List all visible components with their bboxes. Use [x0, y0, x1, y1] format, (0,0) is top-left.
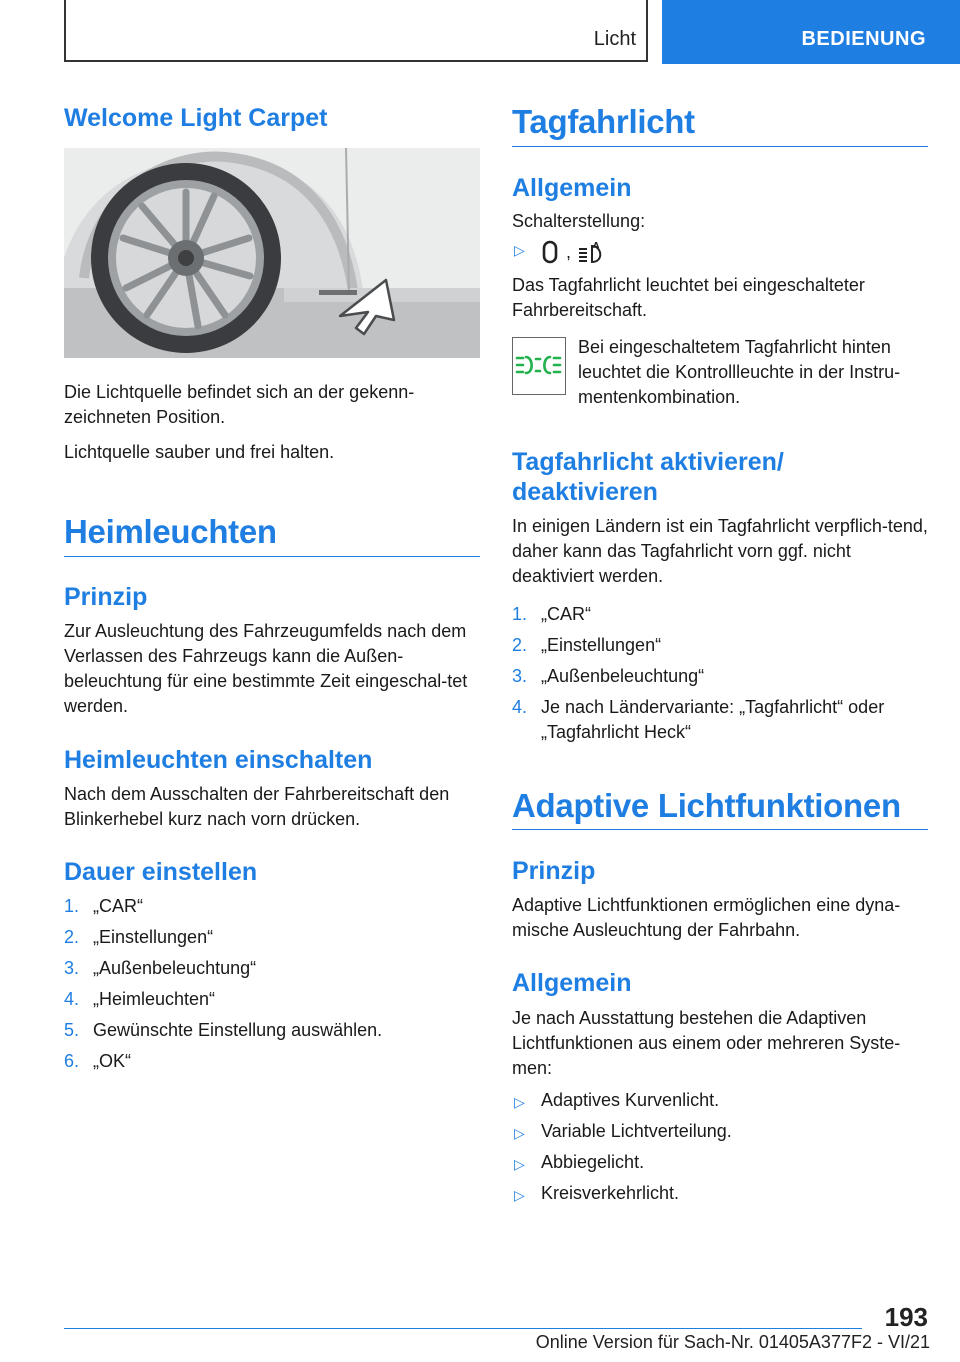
prinzip-2-text: Adaptive Lichtfunktionen ermöglichen eine dyna-mische Ausleuchtung der Fahrbahn. — [512, 895, 901, 940]
header-chapter-label: BEDIENUNG — [801, 28, 926, 50]
step-text: Je nach Ländervariante: „Tagfahrlicht“ oder „Tagfahrlicht Heck“ — [541, 697, 885, 742]
step-text: „Außenbeleuchtung“ — [541, 666, 705, 686]
heimleuchten-rule — [64, 556, 480, 557]
prinzip-2-heading: Prinzip — [512, 857, 596, 885]
step-number: 6. — [64, 1051, 80, 1071]
step-number: 1. — [512, 604, 528, 624]
car-wheel-image — [64, 148, 480, 358]
step-text: „Heimleuchten“ — [93, 989, 216, 1009]
switch-positions-row — [512, 240, 928, 268]
header-section-title: Licht — [593, 28, 636, 50]
switch-zero-icon — [542, 240, 560, 266]
tagfahrlicht-text: Das Tagfahrlicht leuchtet bei eingeschalteter Fahrbereitschaft. — [512, 275, 865, 320]
prinzip-text: Zur Ausleuchtung des Fahrzeugumfelds nach dem Verlassen des Fahrzeugs kann die Außen-beleuchtung für eine bestimmte Zeit eingeschal-tet werden. — [64, 621, 468, 716]
step-number: 1. — [64, 896, 80, 916]
tagfahrlicht-aktivieren-heading: Tagfahrlicht aktivieren/ deaktivieren — [512, 448, 784, 506]
step-text: „Einstellungen“ — [93, 927, 214, 947]
dauer-einstellen-heading: Dauer einstellen — [64, 858, 258, 886]
heimleuchten-einschalten-heading: Heimleuchten einschalten — [64, 746, 373, 774]
list-text: Adaptives Kurvenlicht. — [541, 1090, 720, 1110]
step-number: 2. — [512, 635, 528, 655]
list-bullet: ▷ — [514, 1156, 525, 1172]
step-number: 2. — [64, 927, 80, 947]
step-text: „OK“ — [93, 1051, 131, 1071]
footer-rule — [64, 1328, 862, 1329]
tagfahrlicht-aktivieren-text: In einigen Ländern ist ein Tagfahrlicht verpflich-tend, daher kann das Tagfahrlicht vorn ggf. nicht deaktiviert werden. — [512, 516, 928, 586]
step-text: Gewünschte Einstellung auswählen. — [93, 1020, 383, 1040]
switch-bullet: ▷ — [514, 242, 525, 258]
step-text: „Außenbeleuchtung“ — [93, 958, 257, 978]
list-text: Variable Lichtverteilung. — [541, 1121, 732, 1141]
step-text: „CAR“ — [541, 604, 591, 624]
adaptive-items-list — [512, 1088, 928, 1218]
aktivieren-steps-list — [512, 602, 928, 752]
tagfahrlicht-heading: Tagfahrlicht — [512, 103, 695, 140]
list-bullet: ▷ — [514, 1125, 525, 1141]
step-number: 5. — [64, 1020, 80, 1040]
header-chapter-tab — [662, 0, 960, 64]
step-text: „CAR“ — [93, 896, 143, 916]
list-text: Kreisverkehrlicht. — [541, 1183, 680, 1203]
heimleuchten-einschalten-text: Nach dem Ausschalten der Fahrbereitschaft den Blinkerhebel kurz nach vorn drücken. — [64, 784, 450, 829]
allgemein-2-text: Je nach Ausstattung bestehen die Adaptiven Lichtfunktionen aus einem oder mehreren Syste-men: — [512, 1008, 901, 1078]
welcome-light-text-2: Lichtquelle sauber und frei halten. — [64, 442, 335, 462]
welcome-light-heading: Welcome Light Carpet — [64, 104, 328, 132]
step-number: 3. — [512, 666, 528, 686]
adaptive-lichtfunktionen-heading: Adaptive Lichtfunktionen — [512, 787, 901, 824]
heimleuchten-heading: Heimleuchten — [64, 513, 277, 550]
allgemein-heading: Allgemein — [512, 174, 632, 202]
dauer-steps-list — [64, 894, 480, 1094]
step-number: 3. — [64, 958, 80, 978]
prinzip-heading: Prinzip — [64, 583, 148, 611]
allgemein-2-heading: Allgemein — [512, 969, 632, 997]
svg-text:A: A — [593, 241, 600, 250]
page-number: 193 — [884, 1302, 928, 1332]
list-bullet: ▷ — [514, 1187, 525, 1203]
auto-light-icon — [576, 240, 608, 266]
adaptive-rule — [512, 829, 928, 830]
step-number: 4. — [512, 697, 528, 717]
step-text: „Einstellungen“ — [541, 635, 662, 655]
list-bullet: ▷ — [514, 1094, 525, 1110]
step-number: 4. — [64, 989, 80, 1009]
list-text: Abbiegelicht. — [541, 1152, 645, 1172]
schalterstellung-label: Schalterstellung: — [512, 211, 646, 231]
switch-separator: , — [566, 242, 572, 262]
tagfahrlicht-rule — [512, 146, 928, 147]
indicator-text: Bei eingeschaltetem Tagfahrlicht hinten leuchtet die Kontrollleuchte in der Instru-mentenkombination. — [578, 337, 901, 407]
daytime-light-indicator — [512, 337, 566, 395]
footer-version-text: Online Version für Sach-Nr. 01405A377F2 - VI/21 — [535, 1332, 930, 1352]
welcome-light-text-1: Die Lichtquelle befindet sich an der gekenn- zeichneten Position. — [64, 382, 415, 427]
daytime-light-indicator-icon — [513, 338, 564, 393]
